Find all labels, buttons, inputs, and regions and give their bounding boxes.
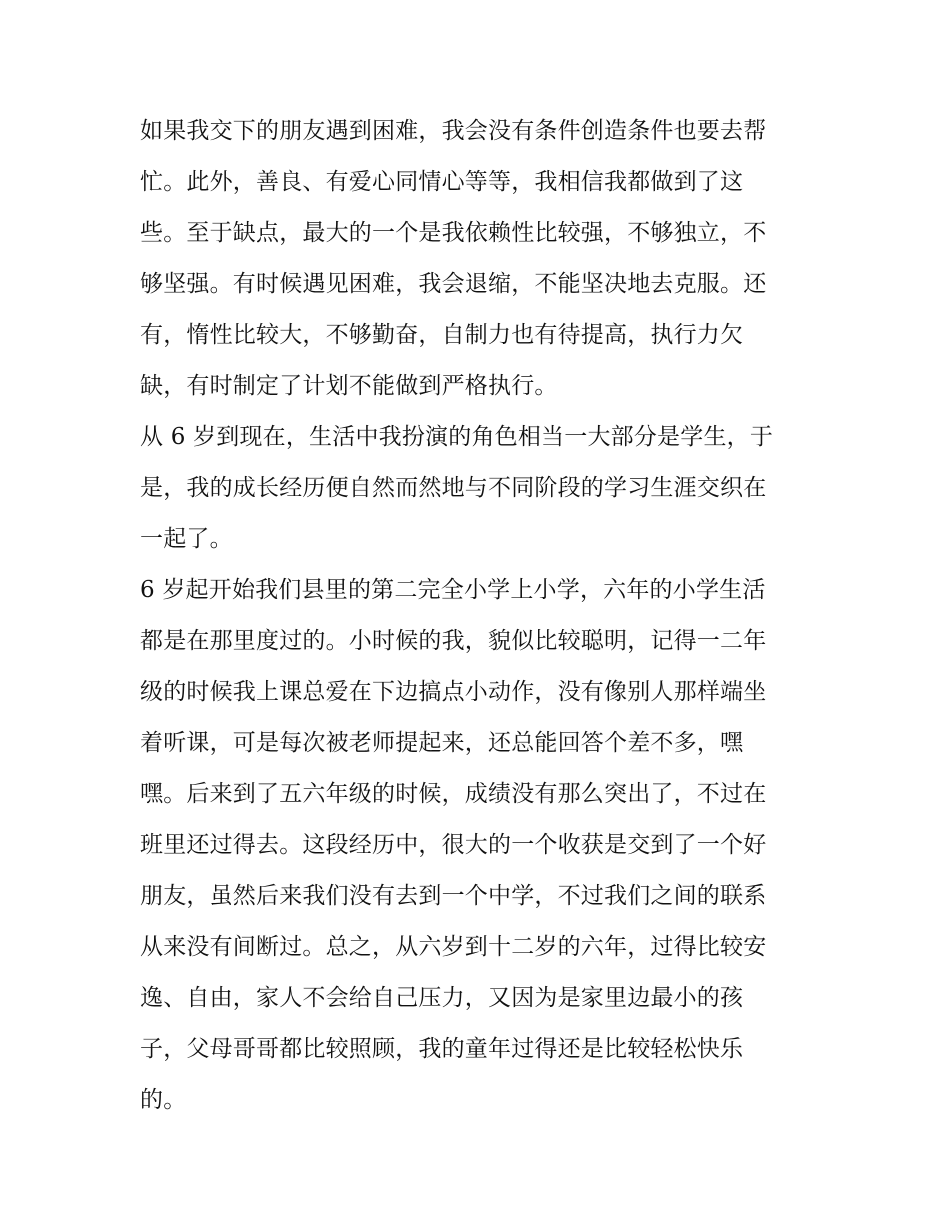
text-line: 朋友，虽然后来我们没有去到一个中学，不过我们之间的联系 — [140, 883, 767, 909]
text-line: 些。至于缺点，最大的一个是我依赖性比较强，不够独立，不 — [140, 220, 767, 246]
text-line: 够坚强。有时候遇见困难，我会退缩，不能坚决地去克服。还 — [140, 271, 767, 297]
text-line: 从来没有间断过。总之，从六岁到十二岁的六年，过得比较安 — [140, 934, 767, 960]
text-line: 着听课，可是每次被老师提起来，还总能回答个差不多，嘿 — [140, 730, 744, 756]
text-line: 忙。此外，善良、有爱心同情心等等，我相信我都做到了这 — [140, 169, 744, 195]
text-line: 嘿。后来到了五六年级的时候，成绩没有那么突出了，不过在 — [140, 781, 767, 807]
text-line: 有，惰性比较大，不够勤奋，自制力也有待提高，执行力欠 — [140, 322, 744, 348]
text-line: 级的时候我上课总爱在下边搞点小动作，没有像别人那样端坐 — [140, 679, 767, 705]
text-line: 都是在那里度过的。小时候的我，貌似比较聪明，记得一二年 — [140, 628, 767, 654]
text-line: 一起了。 — [140, 526, 233, 552]
text-line: 逸、自由，家人不会给自己压力，又因为是家里边最小的孩 — [140, 985, 744, 1011]
body-text — [140, 106, 820, 1126]
text-line: 班里还过得去。这段经历中，很大的一个收获是交到了一个好 — [140, 832, 767, 858]
text-line: 缺，有时制定了计划不能做到严格执行。 — [140, 373, 558, 399]
text-line: 的。 — [140, 1087, 187, 1113]
text-line: 从 6 岁到现在，生活中我扮演的角色相当一大部分是学生，于 — [140, 424, 774, 450]
text-line: 是，我的成长经历便自然而然地与不同阶段的学习生涯交织在 — [140, 475, 767, 501]
text-line: 6 岁起开始我们县里的第二完全小学上小学，六年的小学生活 — [140, 577, 766, 603]
text-line: 如果我交下的朋友遇到困难，我会没有条件创造条件也要去帮 — [140, 118, 767, 144]
text-line: 子，父母哥哥都比较照顾，我的童年过得还是比较轻松快乐 — [140, 1036, 744, 1062]
